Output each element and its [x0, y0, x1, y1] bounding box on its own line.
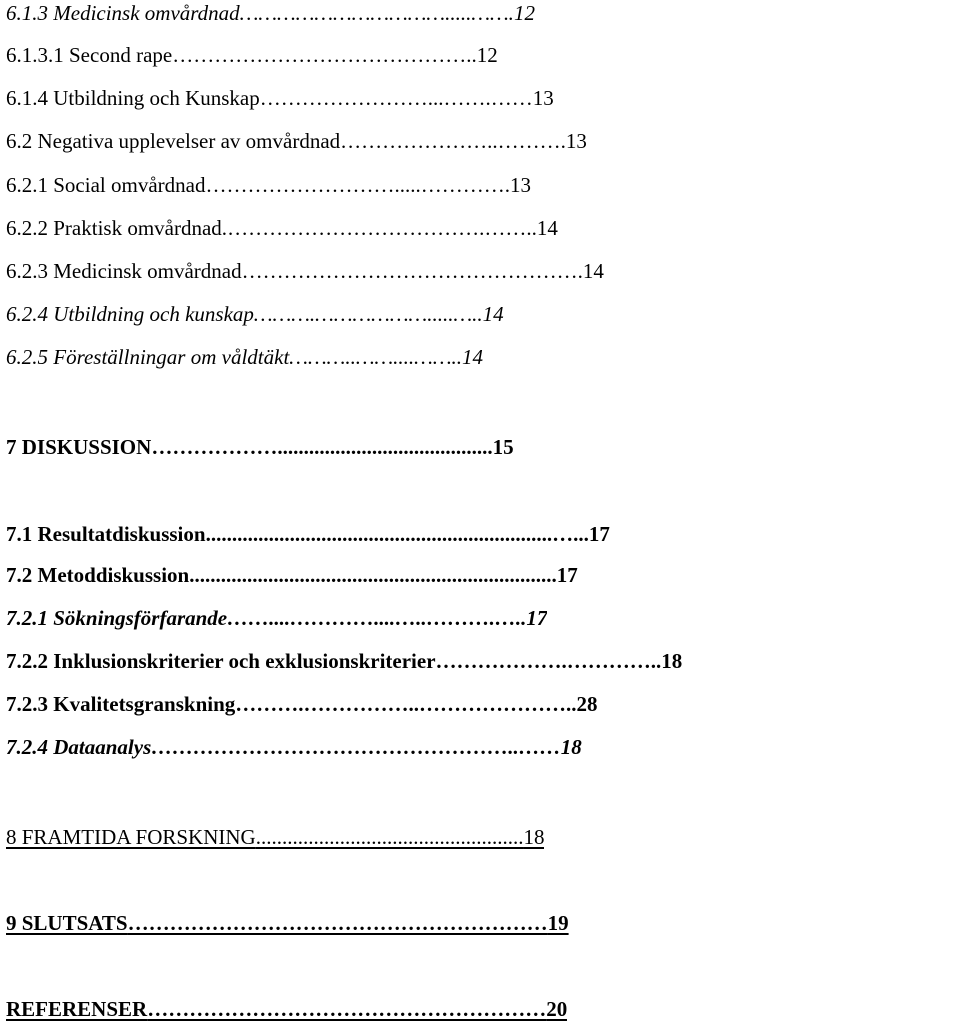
- toc-entry-page: 14: [582, 259, 604, 283]
- toc-entry-page: 18: [661, 649, 683, 673]
- toc-entry-leader: ……………………………………..: [172, 43, 477, 67]
- toc-entry-page: 17: [556, 563, 578, 587]
- toc-entry-page: 12: [476, 43, 498, 67]
- toc-entry-leader: ………..……....……..: [289, 345, 463, 369]
- toc-entry-7-2-4: [6, 732, 582, 762]
- toc-entry-leader: …………………………………………………: [147, 997, 547, 1021]
- toc-entry-leader: ……………………………………………………: [127, 911, 548, 935]
- toc-entry-title: REFERENSER: [6, 997, 148, 1021]
- toc-entry-page: 18: [560, 735, 582, 759]
- toc-entry-leader: ……….……………….....…..: [253, 302, 483, 326]
- toc-entry-title: 6.2.5 Föreställningar om våldtäkt: [6, 345, 290, 369]
- toc-entry-title: 9 SLUTSATS: [6, 911, 128, 935]
- toc-entry-6-1-4: [6, 83, 554, 113]
- toc-entry-page: 17: [588, 522, 610, 546]
- toc-entry-referenser[interactable]: [6, 994, 567, 1024]
- toc-entry-leader: ……………………….....………….: [205, 173, 510, 197]
- toc-entry-6-2-3: [6, 256, 604, 286]
- toc-entry-6-1-3-1: [6, 40, 498, 70]
- toc-entry-title: 7.2 Metoddiskussion: [6, 563, 190, 587]
- toc-entry-title: 6.1.3.1 Second rape: [6, 43, 173, 67]
- toc-entry-title: 7.2.4 Dataanalys: [6, 735, 152, 759]
- toc-entry-7-2-1: [6, 603, 547, 633]
- toc-entry-6-1-3: [6, 0, 535, 28]
- toc-entry-7-1: [6, 519, 610, 549]
- toc-entry-page: 19: [547, 911, 569, 935]
- toc-entry-title: 7 DISKUSSION: [6, 435, 152, 459]
- toc-entry-page: 12: [513, 1, 535, 25]
- toc-entry-title: 6.2.2 Praktisk omvårdnad.: [6, 216, 228, 240]
- toc-entry-leader: ……………………………………………..……: [151, 735, 561, 759]
- toc-entry-page: 15: [492, 435, 514, 459]
- toc-entry-7-2-2: [6, 646, 682, 676]
- toc-entry-title: 7.2.3 Kvalitetsgranskning: [6, 692, 236, 716]
- toc-entry-leader: ……....…………....…..……….…..: [227, 606, 527, 630]
- toc-entry-title: 7.2.2 Inklusionskriterier och exklusionskriterier: [6, 649, 436, 673]
- toc-entry-title: 6.2.1 Social omvårdnad: [6, 173, 206, 197]
- toc-entry-page: 13: [565, 129, 587, 153]
- toc-entry-6-2-5: [6, 342, 483, 372]
- toc-entry-leader: …………………..……….: [340, 129, 566, 153]
- toc-entry-title: 8 FRAMTIDA FORSKNING: [6, 825, 256, 849]
- toc-entry-6-2-4: [6, 299, 504, 329]
- toc-entry-title: 6.2.4 Utbildning och kunskap: [6, 302, 254, 326]
- toc-entry-title: 7.1 Resultatdiskussion: [6, 522, 206, 546]
- toc-entry-7: [6, 432, 514, 462]
- toc-entry-6-2-1: [6, 170, 531, 200]
- toc-entry-page: 13: [509, 173, 531, 197]
- toc-entry-6-2: [6, 126, 587, 156]
- toc-entry-title: 6.1.3 Medicinsk omvårdnad: [6, 1, 240, 25]
- toc-entry-leader: ...................................................: [255, 825, 524, 849]
- toc-entry-title: 7.2.1 Sökningsförfarande: [6, 606, 228, 630]
- toc-entry-9[interactable]: [6, 908, 569, 938]
- toc-entry-page: 14: [462, 345, 484, 369]
- toc-entry-page: 18: [523, 825, 545, 849]
- toc-entry-page: 28: [576, 692, 598, 716]
- toc-entry-leader: ……………….........................................: [151, 435, 493, 459]
- toc-entry-leader: ……………………...…….……: [259, 86, 533, 110]
- toc-entry-page: 17: [526, 606, 548, 630]
- toc-entry-leader: …………………………….....…….: [239, 1, 514, 25]
- toc-entry-page: 20: [546, 997, 568, 1021]
- toc-entry-leader: ......................................................................: [189, 563, 557, 587]
- toc-entry-page: 14: [536, 216, 558, 240]
- toc-entry-leader: ……….……………..…………………..: [235, 692, 577, 716]
- toc-entry-title: 6.1.4 Utbildning och Kunskap: [6, 86, 260, 110]
- toc-entry-8[interactable]: [6, 822, 544, 852]
- toc-entry-leader: ..................................................................…...: [205, 522, 589, 546]
- toc-entry-title: 6.2.3 Medicinsk omvårdnad: [6, 259, 242, 283]
- toc-entry-leader: ……………….…………..: [435, 649, 662, 673]
- toc-entry-7-2: [6, 560, 578, 590]
- toc-entry-leader: ………………………………………….: [241, 259, 583, 283]
- toc-entry-page: 14: [482, 302, 504, 326]
- toc-entry-page: 13: [532, 86, 554, 110]
- toc-entry-6-2-2: [6, 213, 558, 243]
- toc-entry-leader: ……………………………….……..: [227, 216, 537, 240]
- toc-entry-7-2-3: [6, 689, 598, 719]
- toc-entry-title: 6.2 Negativa upplevelser av omvårdnad: [6, 129, 341, 153]
